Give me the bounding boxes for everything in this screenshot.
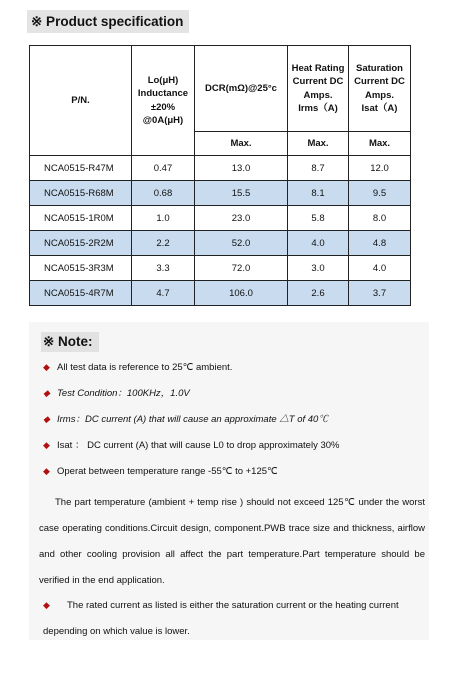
table-row xyxy=(30,281,411,306)
inductance-value: 0.47 xyxy=(132,156,195,181)
table-row xyxy=(30,181,411,206)
part-number: NCA0515-R68M xyxy=(30,181,132,206)
isat-value: 4.0 xyxy=(349,256,411,281)
irms-value: 8.7 xyxy=(288,156,349,181)
heat-header-line: Irms（A) xyxy=(298,103,338,114)
part-number: NCA0515-4R7M xyxy=(30,281,132,306)
inductance-header xyxy=(132,46,195,156)
sat-header-line: Current DC xyxy=(354,76,405,87)
note-text: Operat between temperature range -55℃ to +125℃ xyxy=(57,466,278,477)
diamond-bullet-icon: ◆ xyxy=(43,466,50,476)
table-header-row xyxy=(30,46,411,132)
isat-value: 3.7 xyxy=(349,281,411,306)
irms-value: 3.0 xyxy=(288,256,349,281)
heat-max-label: Max. xyxy=(288,132,349,156)
isat-value: 4.8 xyxy=(349,231,411,256)
dcr-value: 72.0 xyxy=(195,256,288,281)
inductance-value: 0.68 xyxy=(132,181,195,206)
inductance-value: 4.7 xyxy=(132,281,195,306)
isat-value: 12.0 xyxy=(349,156,411,181)
inductance-header-line: @0A(μH) xyxy=(142,115,184,126)
sat-header-line: Isat（A) xyxy=(361,103,398,114)
dcr-header: DCR(mΩ)@25°c xyxy=(195,46,288,132)
note-item xyxy=(43,387,190,400)
diamond-bullet-icon: ◆ xyxy=(43,362,50,372)
part-number: NCA0515-R47M xyxy=(30,156,132,181)
note-item xyxy=(43,361,232,374)
inductance-value: 3.3 xyxy=(132,256,195,281)
heat-header-line: Current DC xyxy=(292,76,344,87)
isat-value: 9.5 xyxy=(349,181,411,206)
heat-header-line: Heat Rating xyxy=(291,62,345,74)
part-number: NCA0515-2R2M xyxy=(30,231,132,256)
pn-header: P/N. xyxy=(30,46,132,156)
table-row xyxy=(30,206,411,231)
temperature-paragraph xyxy=(39,490,425,594)
table-row xyxy=(30,231,411,256)
note-text: Isat ： DC current (A) that will cause L0 to drop approximately 30% xyxy=(57,440,340,451)
paragraph-text: The part temperature (ambient + temp rise ) should not exceed 125℃ under the worst case operating conditions.Circuit design, component.PWB trace size and thickness, airflow and other cooling provision all affect the part temperature.Part temperature should be verified in the end application. xyxy=(39,497,425,586)
inductance-value: 1.0 xyxy=(132,206,195,231)
diamond-bullet-icon: ◆ xyxy=(43,414,50,424)
note-item xyxy=(43,413,328,426)
part-number: NCA0515-1R0M xyxy=(30,206,132,231)
sat-header-line: Amps. xyxy=(364,89,395,101)
dcr-value: 106.0 xyxy=(195,281,288,306)
heat-rating-header xyxy=(288,46,349,132)
dcr-value: 52.0 xyxy=(195,231,288,256)
dcr-value: 23.0 xyxy=(195,206,288,231)
spec-table xyxy=(29,45,411,306)
note-text: All test data is reference to 25℃ ambient. xyxy=(57,362,233,373)
inductance-value: 2.2 xyxy=(132,231,195,256)
irms-value: 8.1 xyxy=(288,181,349,206)
isat-value: 8.0 xyxy=(349,206,411,231)
table-row xyxy=(30,256,411,281)
note-item xyxy=(43,465,278,478)
diamond-bullet-icon: ◆ xyxy=(43,600,50,610)
saturation-header xyxy=(349,46,411,132)
irms-value: 5.8 xyxy=(288,206,349,231)
inductance-header-line: Inductance xyxy=(137,88,189,99)
note-text: Irms：DC current (A) that will cause an approximate △T of 40℃ xyxy=(57,414,328,425)
note-item xyxy=(43,439,339,452)
table-row xyxy=(30,156,411,181)
irms-value: 4.0 xyxy=(288,231,349,256)
notes-title: ※ Note: xyxy=(41,332,99,352)
section-title: ※ Product specification xyxy=(27,10,189,33)
dcr-max-label: Max. xyxy=(195,132,288,156)
note-text: The rated current as listed is either the saturation current or the heating current depending on which value is lower. xyxy=(43,600,399,637)
diamond-bullet-icon: ◆ xyxy=(43,388,50,398)
irms-value: 2.6 xyxy=(288,281,349,306)
note-text: Test Condition：100KHz，1.0V xyxy=(57,388,190,399)
sat-max-label: Max. xyxy=(349,132,411,156)
sat-header-line: Saturation xyxy=(356,62,403,74)
part-number: NCA0515-3R3M xyxy=(30,256,132,281)
notes-panel xyxy=(29,322,429,640)
inductance-header-line: ±20% xyxy=(150,101,176,113)
note-item-last xyxy=(43,592,427,645)
dcr-value: 13.0 xyxy=(195,156,288,181)
dcr-value: 15.5 xyxy=(195,181,288,206)
heat-header-line: Amps. xyxy=(303,89,333,101)
inductance-header-line: Lo(μH) xyxy=(147,74,179,86)
diamond-bullet-icon: ◆ xyxy=(43,440,50,450)
